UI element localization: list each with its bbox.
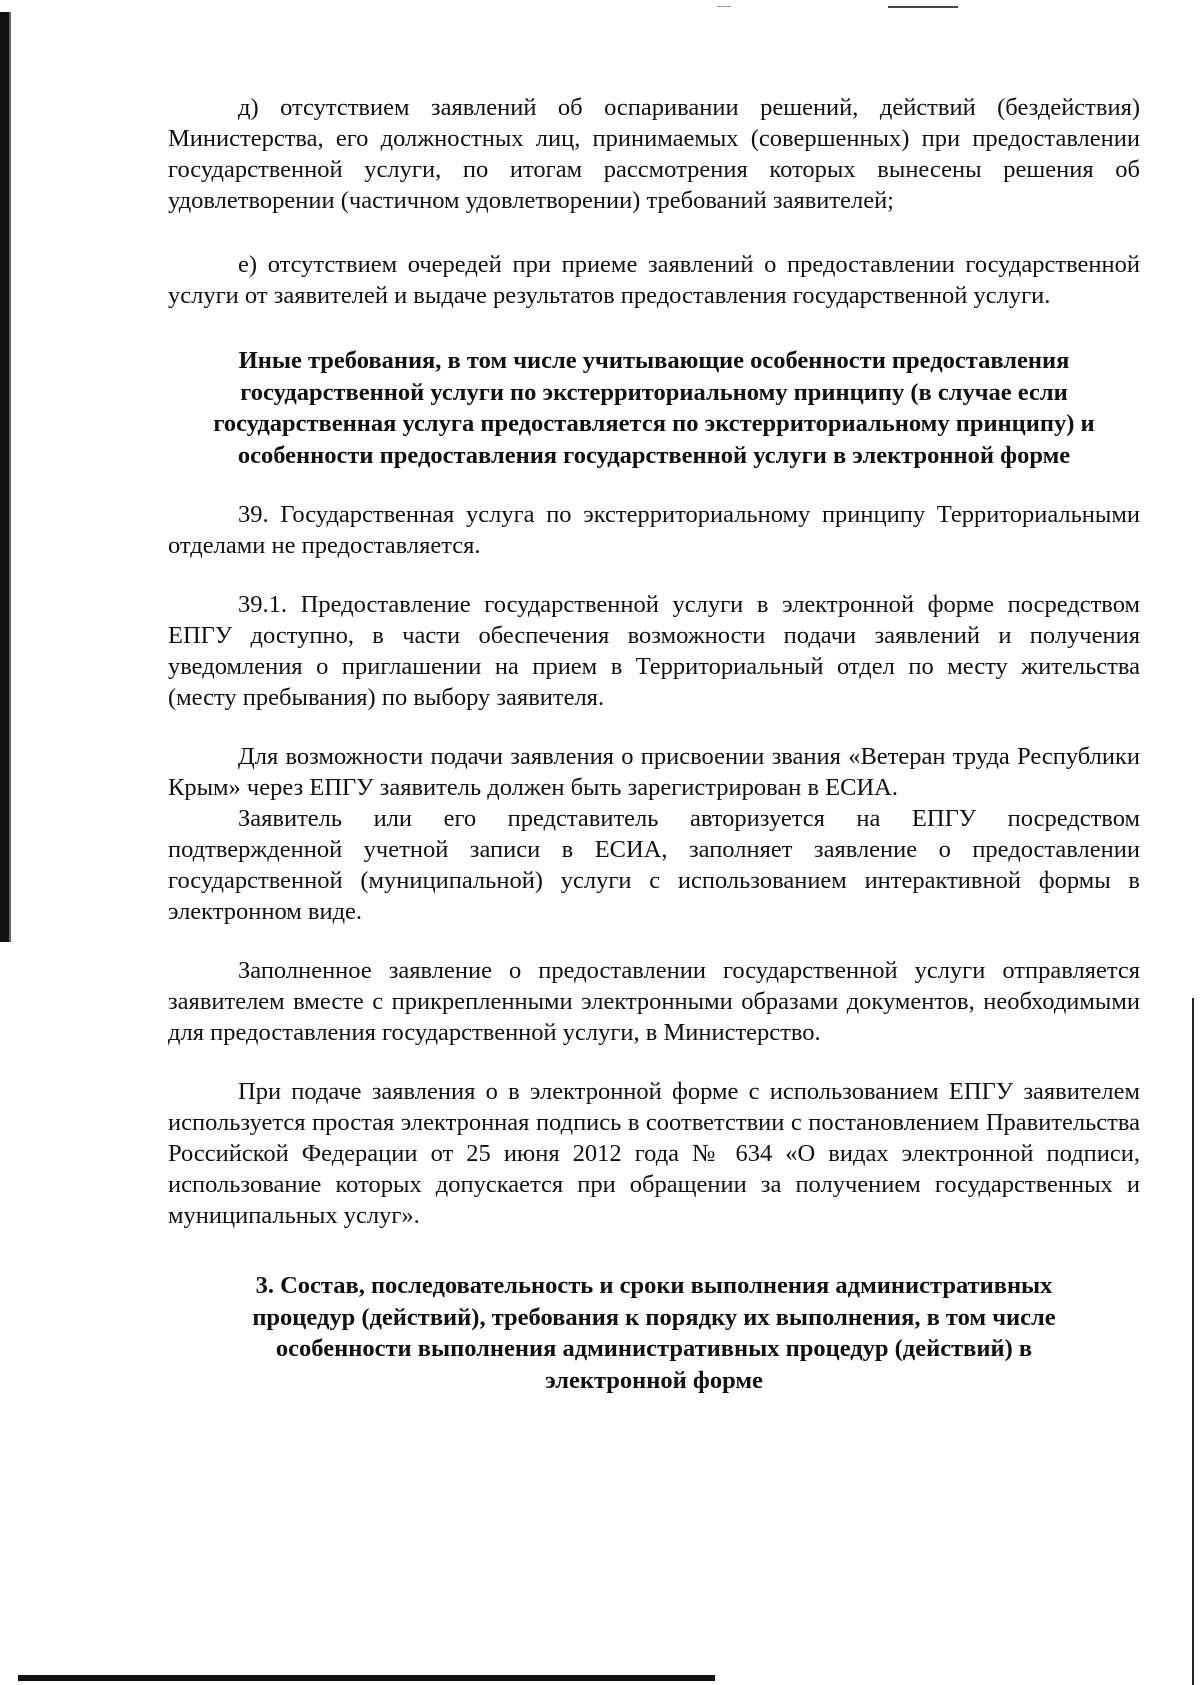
scan-edge-left bbox=[0, 12, 9, 942]
paragraph-filled-application: Заполненное заявление о предоставлении государственной услуги отправляется заявителем вместе с прикрепленными электронными образами документов, необходимыми для предоставления государственной услуги, в Министерство. bbox=[168, 957, 1140, 1046]
scan-edge-left-thin bbox=[9, 12, 11, 942]
paragraph-d: д) отсутствием заявлений об оспаривании решений, действий (бездействия) Министерства, его должностных лиц, принимаемых (совершенных) при предоставлении государственной услуги, по итогам рассмотрения которых вынесены решения об удовлетворении (частичном удовлетворении) требований заявителей; bbox=[168, 94, 1140, 214]
paragraph-e: е) отсутствием очередей при приеме заявлений о предоставлении государственной услуги от заявителей и выдаче результатов предоставления государственной услуги. bbox=[168, 251, 1140, 309]
section-heading-other-requirements: Иные требования, в том числе учитывающие особенности предоставления государственной услуги по экстерриториальному принципу (в случае если государственная услуга предоставляется по экстерриториальному принципу) и особенности предоставления государственной услуги в электронной форме bbox=[213, 347, 1095, 469]
paragraph-electronic-signature: При подаче заявления о в электронной форме с использованием ЕПГУ заявителем используется простая электронная подпись в соответствии с постановлением Правительства Российской Федерации от 25 июня 2012 года № 634 «О видах электронной подписи, использование которых допускается при обращении за получением государственных и муниципальных услуг». bbox=[168, 1078, 1140, 1229]
scan-mark-top-right bbox=[888, 6, 958, 8]
paragraph-epgu-registration: Для возможности подачи заявления о присвоении звания «Ветеран труда Республики Крым» через ЕПГУ заявитель должен быть зарегистрирован в ЕСИА. bbox=[168, 743, 1140, 801]
paragraph-authorization: Заявитель или его представитель авторизуется на ЕПГУ посредством подтвержденной учетной записи в ЕСИА, заполняет заявление о предоставлении государственной (муниципальной) услуги с использованием интерактивной формы в электронном виде. bbox=[168, 805, 1140, 925]
paragraph-39: 39. Государственная услуга по экстерриториальному принципу Территориальными отделами не предоставляется. bbox=[168, 501, 1140, 559]
section-heading-3: 3. Состав, последовательность и сроки выполнения административных процедур (действий), требования к порядку их выполнения, в том числе особенности выполнения административных процедур (действий) в электронной форме bbox=[252, 1272, 1056, 1394]
scan-edge-bottom bbox=[18, 1675, 715, 1681]
paragraph-39-1: 39.1. Предоставление государственной услуги в электронной форме посредством ЕПГУ доступно, в части обеспечения возможности подачи заявлений и получения уведомления о приглашении на прием в Территориальный отдел по месту жительства (месту пребывания) по выбору заявителя. bbox=[168, 591, 1140, 711]
document-body bbox=[168, 92, 1140, 1396]
scan-mark-top bbox=[717, 6, 731, 7]
scan-edge-right bbox=[1192, 998, 1194, 1685]
